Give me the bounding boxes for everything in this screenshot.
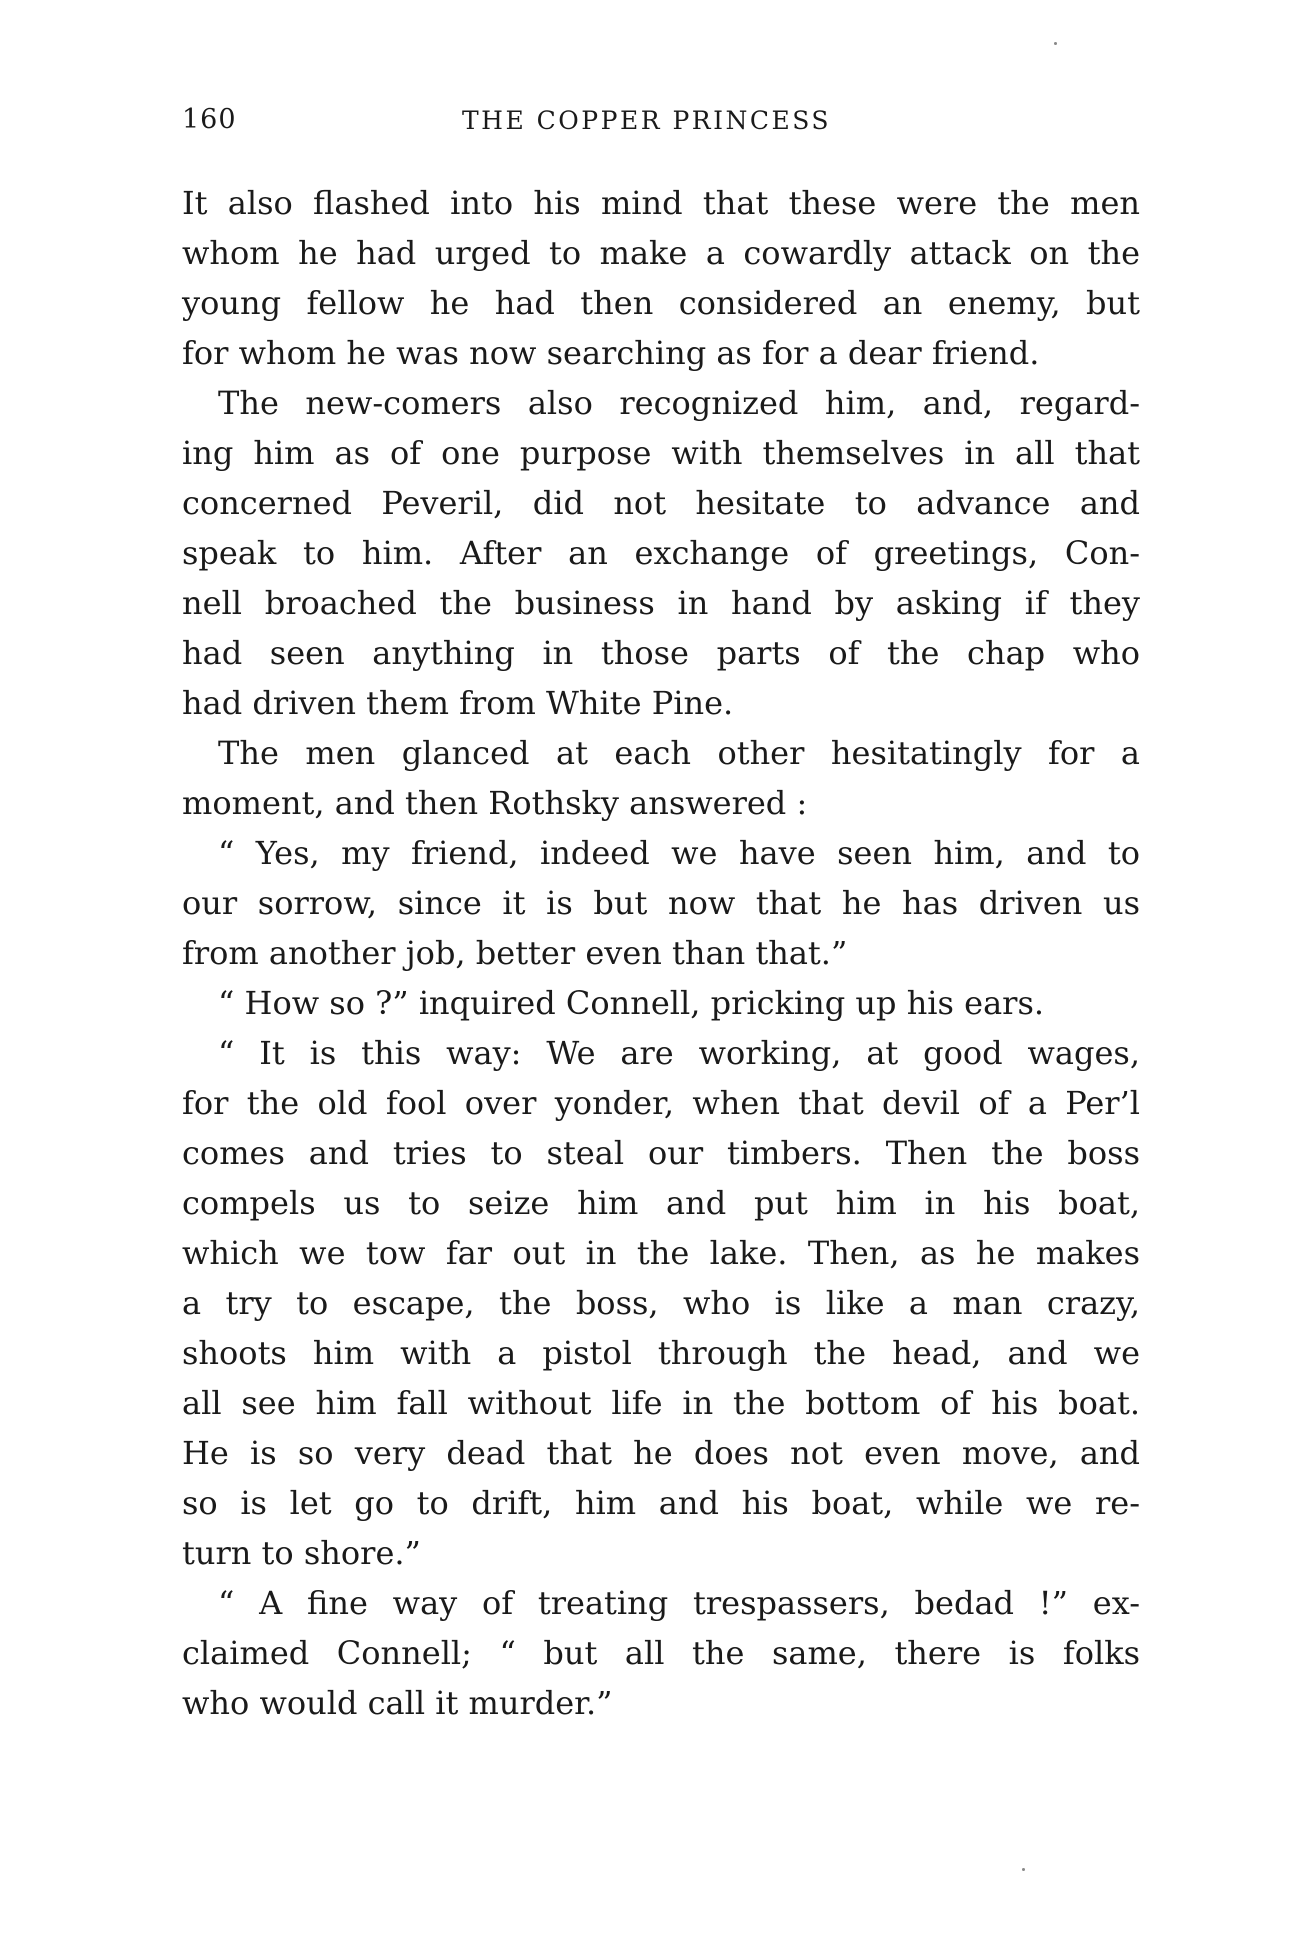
text-line: had driven them from White Pine.	[182, 684, 734, 722]
text-line: He is so very dead that he does not even move, and	[182, 1434, 1140, 1472]
text-line: nell broached the business in hand by asking if they	[182, 584, 1140, 622]
text-line: comes and tries to steal our timbers. Then the boss	[182, 1134, 1140, 1172]
text-line: who would call it murder.”	[182, 1684, 613, 1722]
text-line: whom he had urged to make a cowardly attack on the	[182, 234, 1140, 272]
text-line: concerned Peveril, did not hesitate to advance and	[182, 484, 1140, 522]
paper-speck	[1022, 1868, 1025, 1871]
text-line: young fellow he had then considered an enemy, but	[182, 284, 1140, 322]
text-line: shoots him with a pistol through the head, and we	[182, 1334, 1140, 1372]
text-line: for the old fool over yonder, when that devil of a Per’l	[182, 1084, 1140, 1122]
paragraph	[182, 728, 1140, 828]
text-line: “ How so ?” inquired Connell, pricking up his ears.	[218, 984, 1045, 1022]
text-line: speak to him. After an exchange of greetings, Con-	[182, 534, 1140, 572]
text-line: “ It is this way: We are working, at good wages,	[218, 1034, 1140, 1072]
text-line: It also flashed into his mind that these were the men	[182, 184, 1140, 222]
body-text	[182, 178, 1140, 1728]
paragraph	[182, 378, 1140, 728]
text-line: for whom he was now searching as for a dear friend.	[182, 334, 1040, 372]
paragraph	[182, 178, 1140, 378]
text-line: moment, and then Rothsky answered :	[182, 784, 808, 822]
paper-speck	[1054, 42, 1057, 45]
paragraph	[182, 1578, 1140, 1728]
text-line: claimed Connell; “ but all the same, there is folks	[182, 1634, 1140, 1672]
text-line: turn to shore.”	[182, 1534, 421, 1572]
text-line: “ Yes, my friend, indeed we have seen him, and to	[218, 834, 1140, 872]
text-line: compels us to seize him and put him in his boat,	[182, 1184, 1140, 1222]
text-line: ing him as of one purpose with themselves in all that	[182, 434, 1140, 472]
text-line: all see him fall without life in the bottom of his boat.	[182, 1384, 1140, 1422]
running-title: THE COPPER PRINCESS	[462, 106, 832, 135]
text-line: our sorrow, since it is but now that he has driven us	[182, 884, 1140, 922]
text-line: from another job, better even than that.”	[182, 934, 848, 972]
text-line: which we tow far out in the lake. Then, as he makes	[182, 1234, 1140, 1272]
text-line: The men glanced at each other hesitatingly for a	[218, 734, 1140, 772]
paragraph	[182, 828, 1140, 978]
text-line: had seen anything in those parts of the chap who	[182, 634, 1140, 672]
page-number: 160	[182, 104, 237, 135]
text-line: a try to escape, the boss, who is like a man crazy,	[182, 1284, 1140, 1322]
paragraph	[182, 978, 1140, 1028]
page-header	[182, 104, 1120, 144]
paragraph	[182, 1028, 1140, 1578]
text-line: so is let go to drift, him and his boat, while we re-	[182, 1484, 1140, 1522]
text-line: The new-comers also recognized him, and, regard-	[218, 384, 1140, 422]
text-line: “ A fine way of treating trespassers, bedad !” ex-	[218, 1584, 1140, 1622]
